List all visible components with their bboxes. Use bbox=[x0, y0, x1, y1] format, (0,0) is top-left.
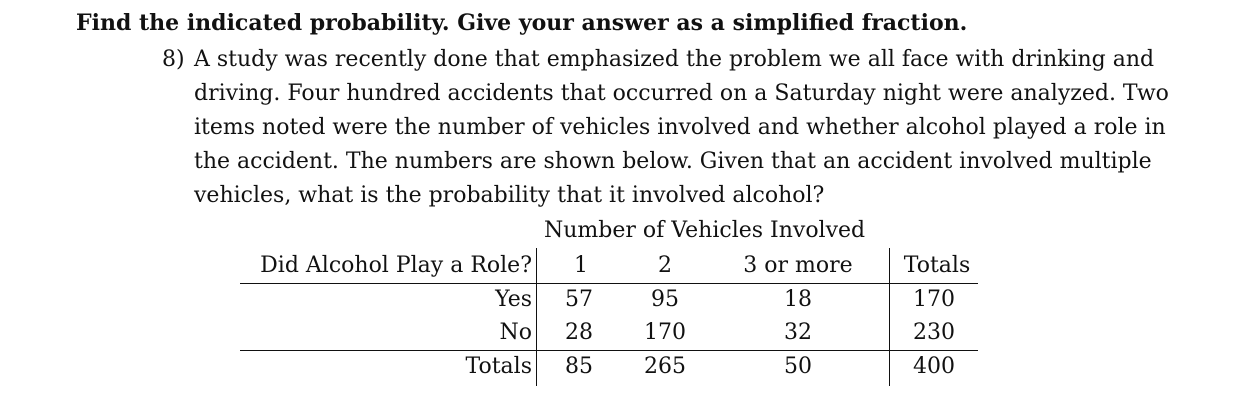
column-header: 3 or more bbox=[743, 253, 853, 278]
table-cell: 57 bbox=[565, 287, 593, 312]
column-header: Totals bbox=[903, 253, 971, 278]
table-cell: 18 bbox=[784, 287, 812, 312]
instruction-heading: Find the indicated probability. Give your answer as a simplified fraction. bbox=[76, 10, 968, 36]
row-label: No bbox=[499, 320, 532, 345]
column-header: 2 bbox=[658, 253, 672, 278]
table-cell: 400 bbox=[913, 354, 955, 379]
table-divider-left-header bbox=[536, 248, 537, 288]
table-cell: 170 bbox=[913, 287, 955, 312]
table-cell: 95 bbox=[651, 287, 679, 312]
table-header-rule bbox=[240, 283, 978, 284]
table-cell: 28 bbox=[565, 320, 593, 345]
table-caption: Number of Vehicles Involved bbox=[544, 218, 866, 243]
problem-line: vehicles, what is the probability that it involved alcohol? bbox=[194, 183, 825, 208]
problem-line: the accident. The numbers are shown below. Given that an accident involved multiple bbox=[194, 149, 1152, 174]
table-cell: 170 bbox=[644, 320, 686, 345]
column-header: 1 bbox=[574, 253, 588, 278]
table-divider-left bbox=[536, 286, 537, 386]
problem-line: driving. Four hundred accidents that occurred on a Saturday night were analyzed. Two bbox=[194, 81, 1169, 106]
problem-text bbox=[194, 43, 1169, 213]
table-cell: 265 bbox=[644, 354, 686, 379]
problem-line: items noted were the number of vehicles involved and whether alcohol played a role in bbox=[194, 115, 1166, 140]
table-totals-rule bbox=[240, 350, 978, 351]
table-cell: 32 bbox=[784, 320, 812, 345]
row-header-title: Did Alcohol Play a Role? bbox=[260, 253, 532, 278]
row-label: Yes bbox=[495, 287, 532, 312]
table-divider-right bbox=[889, 248, 890, 386]
problem-number: 8) bbox=[162, 47, 185, 72]
problem-line: A study was recently done that emphasized the problem we all face with drinking and bbox=[194, 47, 1155, 72]
row-label: Totals bbox=[465, 354, 532, 379]
table-cell: 85 bbox=[565, 354, 593, 379]
table-cell: 230 bbox=[913, 320, 955, 345]
table-cell: 50 bbox=[784, 354, 812, 379]
